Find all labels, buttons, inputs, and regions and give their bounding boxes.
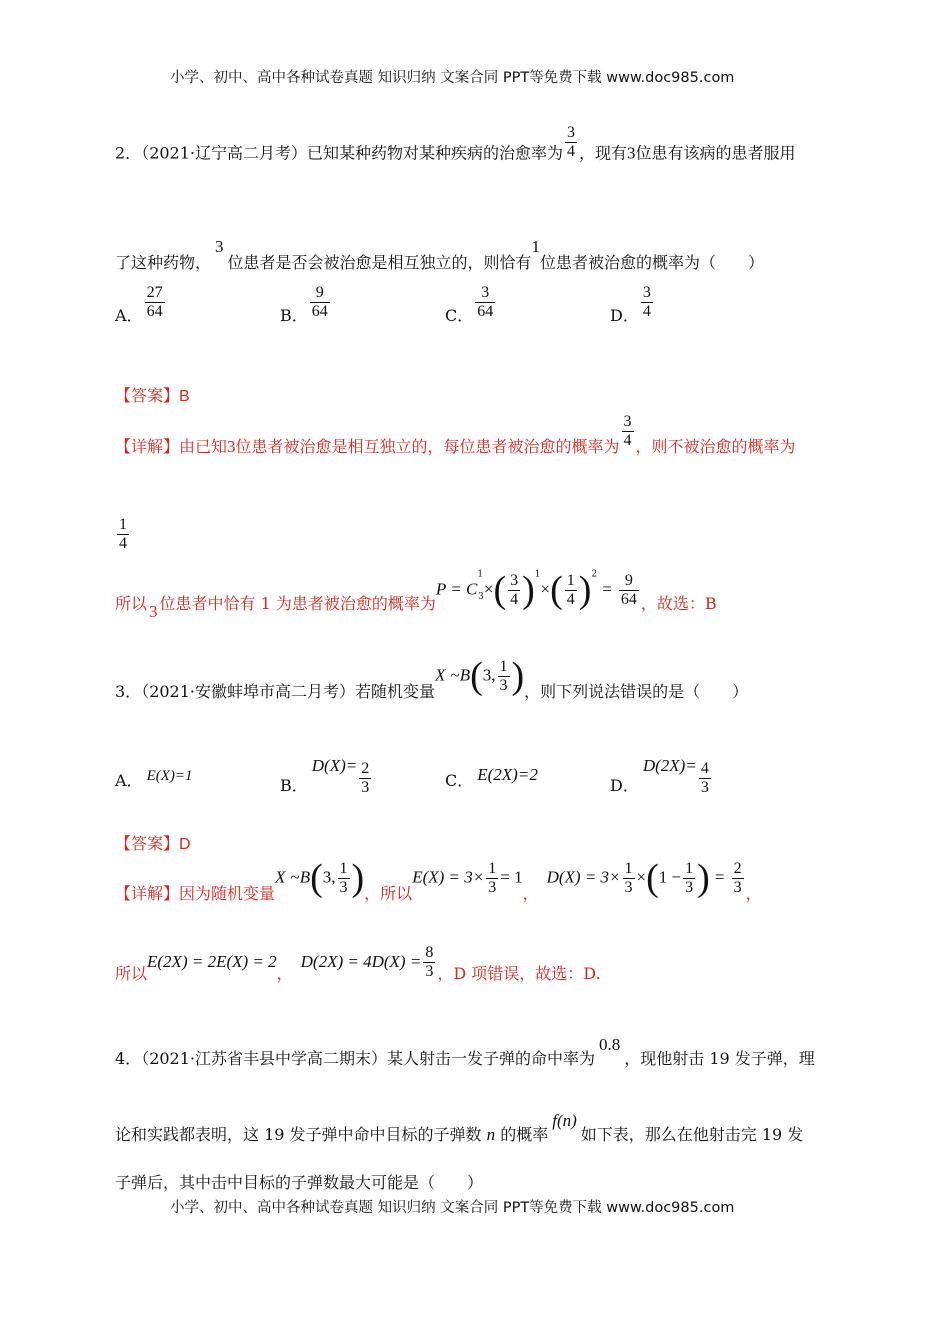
q2-number: 2． bbox=[115, 143, 142, 163]
header-banner: 小学、初中、高中各种试卷真题 知识归纳 文案合同 PPT等免费下载 www.doc985.com bbox=[170, 70, 735, 86]
q3-distribution: X ~B(3, $\frac{1}{3}$ ) bbox=[435, 655, 525, 697]
q3-option-a[interactable]: A． E(X)=1 bbox=[115, 768, 193, 790]
q2-probability-formula: $P = C^1_3\times$( $\frac{3}{4}$ )$^1$×( $\frac{1}{4}$ )$^2$ = $\frac{9}{64}$ bbox=[435, 569, 637, 611]
q3-option-d[interactable]: D．D(2X)= $\frac{4}{3}$ bbox=[610, 755, 709, 796]
q2-text: 已知某种药物对某种疾病的治愈率为 bbox=[307, 143, 564, 163]
q3-variance: D(X) = 3× $\frac{1}{3}$ ×(1 − $\frac{1}{3}$ ) = $\frac{2}{3}$ bbox=[546, 857, 742, 899]
q2-source: （2021·辽宁高二月考） bbox=[141, 143, 307, 163]
q4-line-2: 论和实践都表明，这 19 发子弹中命中目标的子弹数 n 的概率f(n)如下表，那么在他射击完 19 发 bbox=[115, 1111, 804, 1144]
footer-banner: 小学、初中、高中各种试卷真题 知识归纳 文案合同 PPT等免费下载 www.doc985.com bbox=[170, 1200, 735, 1216]
q2-option-a[interactable]: A． $\frac{27}{64}$ bbox=[115, 284, 163, 325]
q2-option-d[interactable]: D． $\frac{3}{4}$ bbox=[610, 284, 651, 325]
q2-detail-fraction-2: $\frac{1}{4}$ bbox=[119, 516, 127, 552]
q2-option-c[interactable]: C． $\frac{3}{64}$ bbox=[445, 284, 494, 325]
q2-option-b[interactable]: B． $\frac{9}{64}$ bbox=[280, 284, 328, 325]
q2-line-2: 了这种药物，3位患者是否会被治愈是相互独立的，则恰有1位患者被治愈的概率为（ ） bbox=[115, 237, 765, 272]
q4-line-1: 4．（2021·江苏省丰县中学高二期末）某人射击一发子弹的命中率为0.8，现他射击 19 发子弹，理 bbox=[115, 1035, 815, 1068]
q3-detail-line-1: 【详解】因为随机变量X ~B(3, $\frac{1}{3}$ )，所以E(X) = 3× $\frac{1}{3}$ = 1，D(X) = 3× $\frac{1}{3}$ ×(1 − $\frac{1}{3}$ ) = $\frac{2}{3}$ ， bbox=[115, 857, 762, 903]
q2-detail-line-1: 【详解】由已知3位患者被治愈是相互独立的，每位患者被治愈的概率为 $\frac{3}{4}$ ，则不被治愈的概率为 bbox=[115, 413, 796, 456]
q2-line-1: 2．（2021·辽宁高二月考）已知某种药物对某种疾病的治愈率为 $\frac{3}{4}$ ，现有3位患有该病的患者服用 bbox=[115, 124, 796, 163]
q3-detail-line-2: 所以E(2X) = 2E(X) = 2，D(2X) = 4D(X) = $\frac{8}{3}$ ，D 项错误，故选：D. bbox=[115, 944, 601, 983]
q4-line-3: 子弹后，其中击中目标的子弹数最大可能是（ ） bbox=[115, 1173, 484, 1192]
q3-line-1: 3．（2021·安徽蚌埠市高二月考）若随机变量X ~B(3, $\frac{1}{3}$ )，则下列说法错误的是（ ） bbox=[115, 655, 749, 701]
q3-expectation: E(X) = 3× $\frac{1}{3}$ = 1 bbox=[412, 859, 523, 896]
q3-option-c[interactable]: C． E(2X)=2 bbox=[445, 765, 538, 790]
q2-detail-line-3: 所以 3 位患者中恰有 1 为患者被治愈的概率为$P = C^1_3\times$( $\frac{3}{4}$ )$^1$×( $\frac{1}{4}$ )$^2$ = $\frac{9}{64}$ ，故选：B bbox=[115, 569, 717, 621]
q2-answer: 【答案】B bbox=[115, 386, 190, 405]
q3-option-b[interactable]: B．D(X)= $\frac{2}{3}$ bbox=[280, 755, 370, 796]
q2-rate-fraction: $\frac{3}{4}$ bbox=[567, 124, 576, 160]
q2-detail-fraction: $\frac{3}{4}$ bbox=[623, 413, 632, 449]
q3-answer: 【答案】D bbox=[115, 834, 191, 853]
